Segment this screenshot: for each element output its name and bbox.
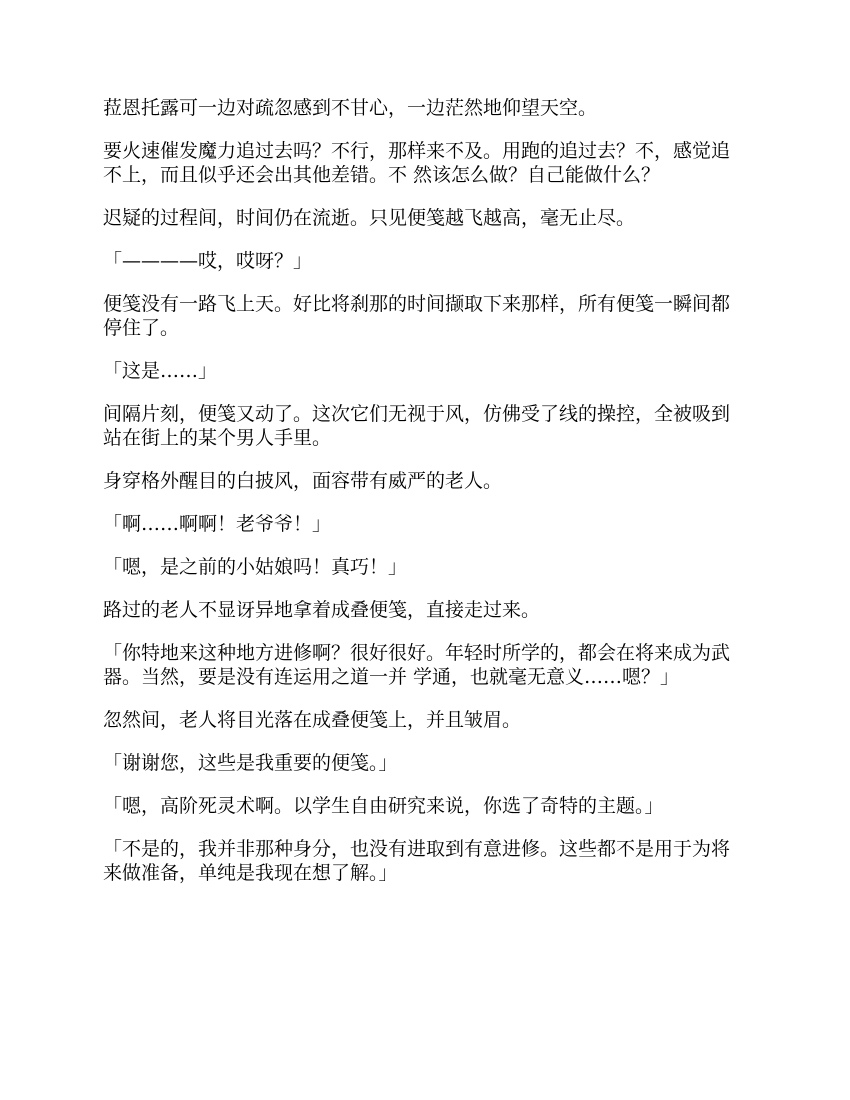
paragraph: 「你特地来这种地方进修啊？很好很好。年轻时所学的，都会在将来成为武器。当然，要是没有连运用之道一并 学通，也就毫无意义……嗯？」 <box>103 642 731 688</box>
document-page <box>103 96 748 904</box>
paragraph: 「不是的，我并非那种身分，也没有进取到有意进修。这些都不是用于为将来做准备，单纯是我现在想了解。」 <box>103 838 731 884</box>
paragraph: 便笺没有一路飞上天。好比将刹那的时间撷取下来那样，所有便笺一瞬间都停住了。 <box>103 293 731 339</box>
paragraph: 忽然间，老人将目光落在成叠便笺上，并且皱眉。 <box>103 709 522 731</box>
paragraph: 路过的老人不显讶异地拿着成叠便笺，直接走过来。 <box>103 599 541 621</box>
paragraph: 迟疑的过程间，时间仍在流逝。只见便笺越飞越高，毫无止尽。 <box>103 207 636 229</box>
paragraph: 「嗯，是之前的小姑娘吗！真巧！」 <box>103 556 408 578</box>
paragraph: 间隔片刻，便笺又动了。这次它们无视于风，仿佛受了线的操控，全被吸到站在街上的某个男人手里。 <box>103 403 731 449</box>
paragraph: 「谢谢您，这些是我重要的便笺。」 <box>103 752 398 774</box>
paragraph: 要火速催发魔力追过去吗？不行，那样来不及。用跑的追过去？不，感觉追不上，而且似乎还会出其他差错。不 然该怎么做？自己能做什么？ <box>103 140 731 186</box>
paragraph: 「这是……」 <box>103 360 218 382</box>
paragraph: 「————哎，哎呀？」 <box>103 250 313 272</box>
paragraph: 「嗯，高阶死灵术啊。以学生自由研究来说，你选了奇特的主题。」 <box>103 795 664 817</box>
paragraph: 菈恩托露可一边对疏忽感到不甘心，一边茫然地仰望天空。 <box>103 97 598 119</box>
paragraph: 身穿格外醒目的白披风，面容带有威严的老人。 <box>103 470 503 492</box>
paragraph: 「啊……啊啊！老爷爷！」 <box>103 513 332 535</box>
